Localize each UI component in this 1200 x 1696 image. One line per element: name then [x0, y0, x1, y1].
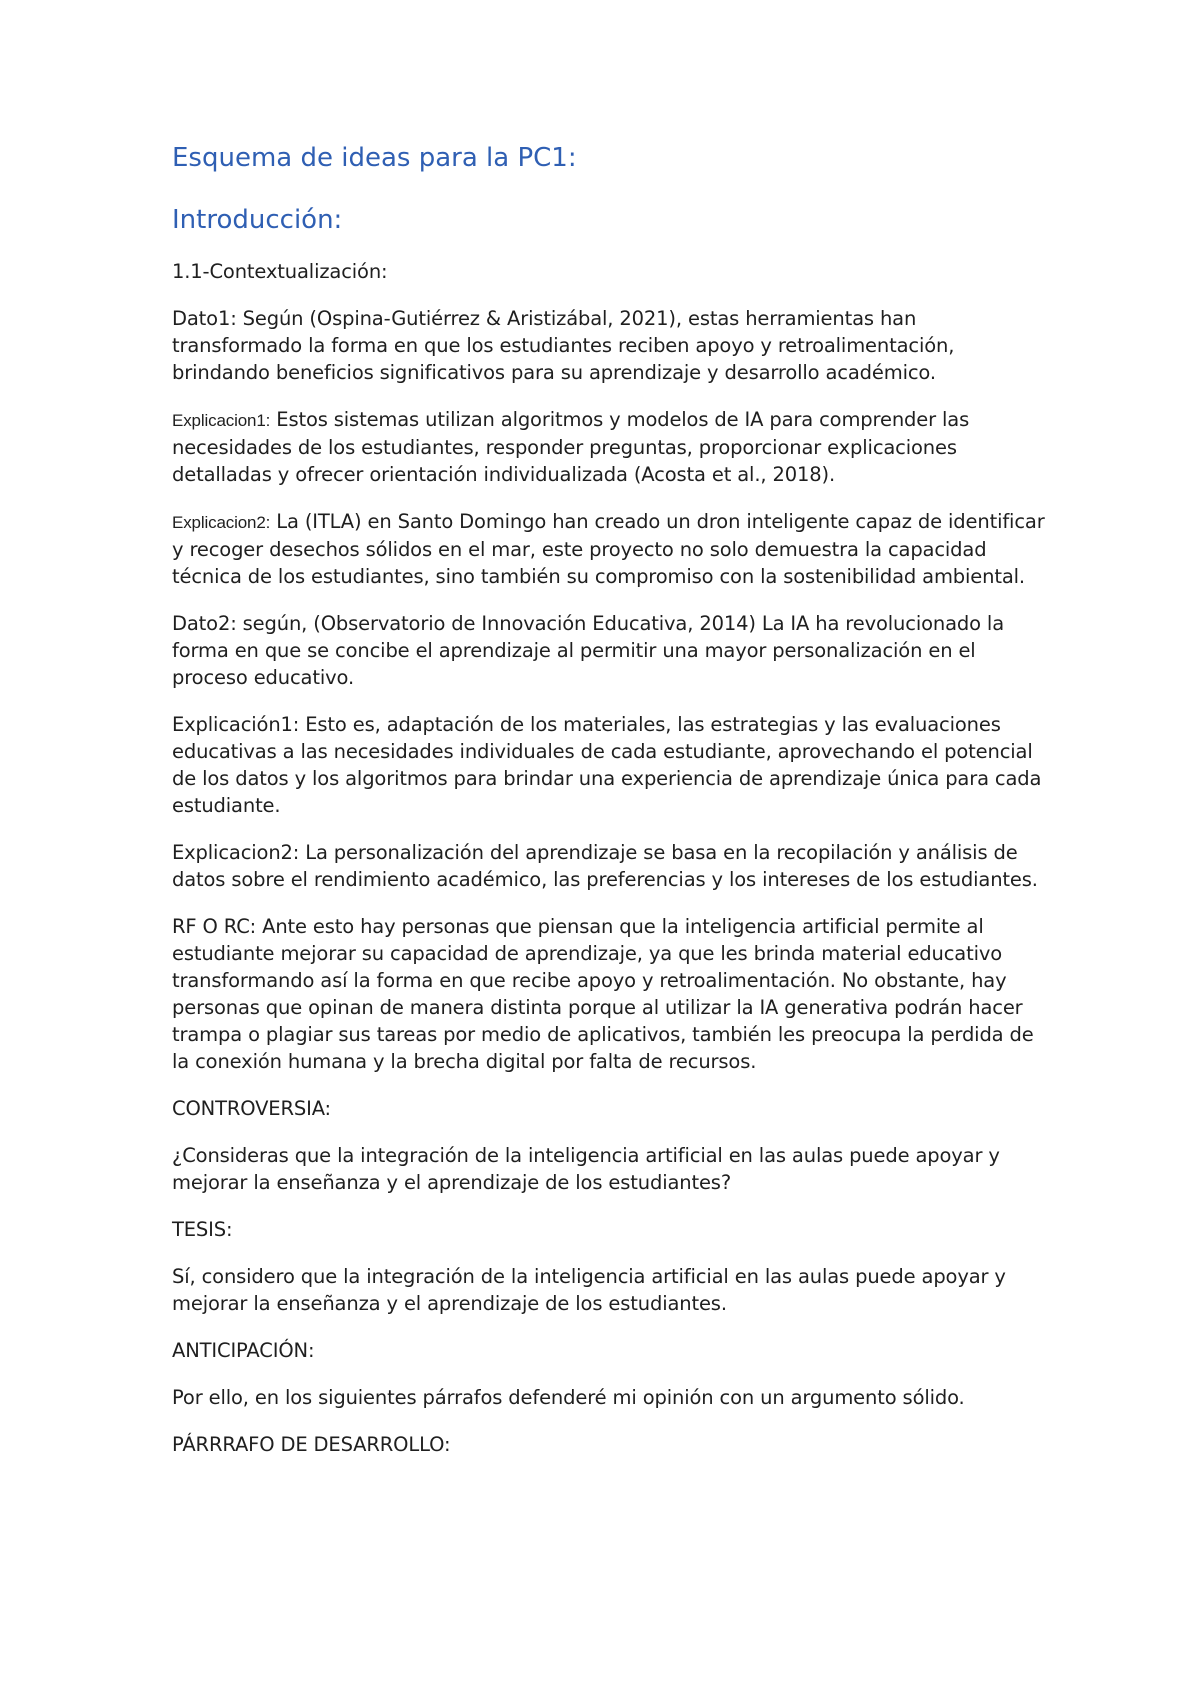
explicacion2-text: La (ITLA) en Santo Domingo han creado un dron inteligente capaz de identificar y recoger desechos sólidos en el mar, este proyecto no solo demuestra la capacidad técnica de los estudiantes, sino también su compromiso con la sostenibilidad ambiental.	[172, 510, 1045, 588]
document-subtitle: Introducción:	[172, 205, 343, 235]
document-page	[172, 140, 1052, 1478]
controversia-label: CONTROVERSIA:	[172, 1097, 331, 1120]
anticipacion-label: ANTICIPACIÓN:	[172, 1339, 315, 1362]
section-heading: 1.1-Contextualización:	[172, 260, 388, 283]
paragraph-explicacion1b: Explicación1: Esto es, adaptación de los materiales, las estrategias y las evaluaciones educativas a las necesidades individuales de cada estudiante, aprovechando el potencial de los datos y los algoritmos para brindar una experiencia de aprendizaje única para cada estudiante.	[172, 713, 1042, 817]
tesis-label: TESIS:	[172, 1218, 233, 1241]
paragraph-dato2: Dato2: según, (Observatorio de Innovación Educativa, 2014) La IA ha revolucionado la forma en que se concibe el aprendizaje al permitir una mayor personalización en el proceso educativo.	[172, 612, 1004, 689]
paragraph-dato1: Dato1: Según (Ospina-Gutiérrez & Aristizábal, 2021), estas herramientas han transformado la forma en que los estudiantes reciben apoyo y retroalimentación, brindando beneficios significativos para su aprendizaje y desarrollo académico.	[172, 307, 955, 384]
explicacion1-label: Explicacion1:	[172, 411, 271, 430]
paragraph-explicacion2	[172, 508, 1052, 590]
explicacion2-label: Explicacion2:	[172, 513, 271, 532]
explicacion1-text: Estos sistemas utilizan algoritmos y modelos de IA para comprender las necesidades de los estudiantes, responder preguntas, proporcionar explicaciones detalladas y ofrecer orientación individualizada (Acosta et al., 2018).	[172, 408, 970, 486]
paragraph-explicacion1	[172, 406, 1052, 488]
paragraph-rf-rc: RF O RC: Ante esto hay personas que piensan que la inteligencia artificial permite al estudiante mejorar su capacidad de aprendizaje, ya que les brinda material educativo transformando así la forma en que recibe apoyo y retroalimentación. No obstante, hay personas que opinan de manera distinta porque al utilizar la IA generativa podrán hacer trampa o plagiar sus tareas por medio de aplicativos, también les preocupa la perdida de la conexión humana y la brecha digital por falta de recursos.	[172, 915, 1034, 1073]
paragraph-explicacion2b: Explicacion2: La personalización del aprendizaje se basa en la recopilación y análisis de datos sobre el rendimiento académico, las preferencias y los intereses de los estudiantes.	[172, 841, 1038, 891]
paragraph-controversia: ¿Consideras que la integración de la inteligencia artificial en las aulas puede apoyar y mejorar la enseñanza y el aprendizaje de los estudiantes?	[172, 1144, 1000, 1194]
paragraph-tesis: Sí, considero que la integración de la inteligencia artificial en las aulas puede apoyar y mejorar la enseñanza y el aprendizaje de los estudiantes.	[172, 1265, 1006, 1315]
desarrollo-label: PÁRRRAFO DE DESARROLLO:	[172, 1433, 451, 1456]
document-title: Esquema de ideas para la PC1:	[172, 143, 577, 173]
paragraph-anticipacion: Por ello, en los siguientes párrafos defenderé mi opinión con un argumento sólido.	[172, 1386, 965, 1409]
